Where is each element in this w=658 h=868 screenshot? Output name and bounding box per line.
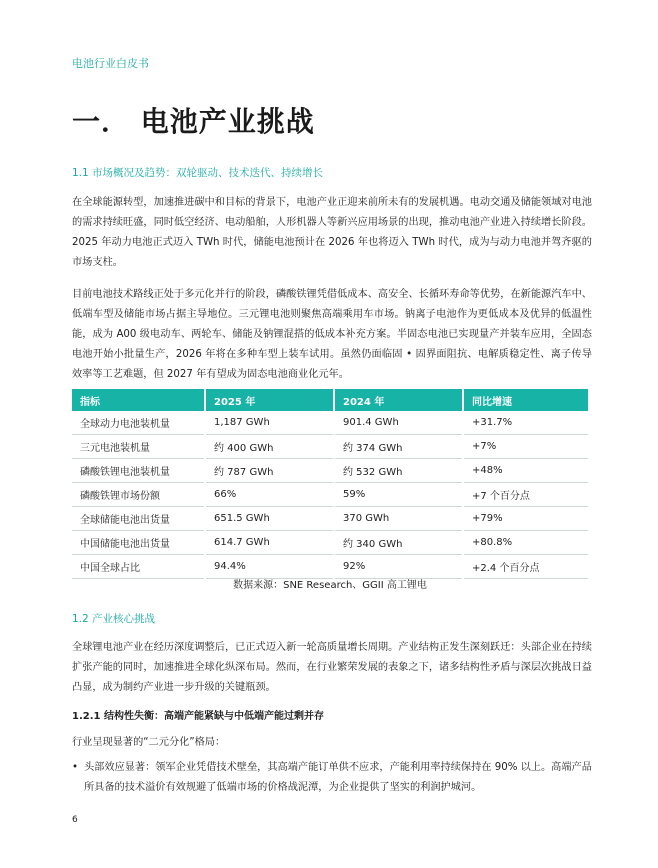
table-cell: 磷酸铁锂市场份额 xyxy=(72,483,205,507)
table-cell: 约 340 GWh xyxy=(334,531,463,555)
table-header-row xyxy=(72,389,588,411)
chapter-title: 一． 电池产业挑战 xyxy=(72,105,315,138)
table-cell: +79% xyxy=(463,507,588,531)
section-heading-1-2: 1.2 产业核心挑战 xyxy=(72,613,156,625)
section-heading-1-1: 1.1 市场概况及趋势：双轮驱动、技术迭代、持续增长 xyxy=(72,167,324,179)
header-cell: 2024 年 xyxy=(334,389,463,411)
table-row xyxy=(72,411,588,435)
header-cell: 指标 xyxy=(72,389,205,411)
paragraph-polarization-intro: 行业呈现显著的“二元分化”格局： xyxy=(72,737,226,748)
table-cell: 614.7 GWh xyxy=(205,531,334,555)
table-source-caption: 数据来源：SNE Research、GGII 高工锂电 xyxy=(233,580,427,591)
table-cell: +80.8% xyxy=(463,531,588,555)
bullet-icon: • xyxy=(72,762,79,773)
table-cell: +31.7% xyxy=(463,411,588,435)
table-row xyxy=(72,555,588,579)
table-cell: 59% xyxy=(334,483,463,507)
table-row xyxy=(72,459,588,483)
table-row xyxy=(72,507,588,531)
table-cell: 约 532 GWh xyxy=(334,459,463,483)
table-cell: 全球储能电池出货量 xyxy=(72,507,205,531)
table-cell: +7% xyxy=(463,435,588,459)
table-cell: 中国全球占比 xyxy=(72,555,205,579)
battery-data-table xyxy=(72,389,588,579)
table-cell: 92% xyxy=(334,555,463,579)
table-cell: 约 787 GWh xyxy=(205,459,334,483)
paragraph-market-overview: 在全球能源转型，加速推进碳中和目标的背景下，电池产业正迎来前所未有的发展机遇。电动交通及储能领域对电池的需求持续旺盛，同时低空经济、电动船舶，人形机器人等新兴应用场景的出现，推动电池产业进入持续增长阶段。2025 年动力电池正式迈入 TWh 时代，储能电池预计在 2026 年也将迈入 TWh 时代，成为与动力电池并驾齐驱的市场支柱。 xyxy=(72,197,592,268)
header-cell: 同比增速 xyxy=(463,389,588,411)
table-cell: 370 GWh xyxy=(334,507,463,531)
table-cell: 全球动力电池装机量 xyxy=(72,411,205,435)
document-header: 电池行业白皮书 xyxy=(72,57,149,70)
subsection-heading-1-2-1: 1.2.1 结构性失衡：高端产能紧缺与中低端产能过剩并存 xyxy=(72,711,324,722)
page-number: 6 xyxy=(72,815,78,825)
paragraph-core-challenges: 全球锂电池产业在经历深度调整后，已正式迈入新一轮高质量增长周期。产业结构正发生深刻跃迁：头部企业在持续扩张产能的同时，加速推进全球化纵深布局。然而，在行业繁荣发展的表象之下，诸多结构性矛盾与深层次挑战日益凸显，成为制约产业进一步升级的关键瓶颈。 xyxy=(72,642,592,693)
table-cell: 中国储能电池出货量 xyxy=(72,531,205,555)
table-cell: 磷酸铁锂电池装机量 xyxy=(72,459,205,483)
table-cell: +7 个百分点 xyxy=(463,483,588,507)
header-cell: 2025 年 xyxy=(205,389,334,411)
table-cell: 94.4% xyxy=(205,555,334,579)
table-row xyxy=(72,435,588,459)
table-cell: 约 400 GWh xyxy=(205,435,334,459)
table-cell: 约 374 GWh xyxy=(334,435,463,459)
list-item-text: 头部效应显著：领军企业凭借技术壁垒，其高端产能订单供不应求，产能利用率持续保持在 90% 以上。高端产品所具备的技术溢价有效规避了低端市场的价格战泥潭，为企业提供了坚实的利润护城河。 xyxy=(84,762,592,793)
table-cell: 901.4 GWh xyxy=(334,411,463,435)
table-row xyxy=(72,483,588,507)
table-cell: 1,187 GWh xyxy=(205,411,334,435)
table-cell: +48% xyxy=(463,459,588,483)
table-cell: 651.5 GWh xyxy=(205,507,334,531)
table-row xyxy=(72,531,588,555)
table-cell: +2.4 个百分点 xyxy=(463,555,588,579)
paragraph-tech-routes: 目前电池技术路线正处于多元化并行的阶段，磷酸铁锂凭借低成本、高安全、长循环寿命等优势，在新能源汽车中、低端车型及储能市场占据主导地位。三元锂电池则聚焦高端乘用车市场。钠离子电池作为更低成本及优异的低温性能，成为 A00 级电动车、两轮车、储能及钠锂混搭的低成本补充方案。半固态电池已实现量产并装车应用，全固态电池开始小批量生产，2026 年将在多种车型上装车试用。虽然仍面临固 • 固界面阻抗、电解质稳定性、离子传导效率等工艺难题，但 2027 年有望成为固态电池商业化元年。 xyxy=(72,289,592,380)
table-cell: 三元电池装机量 xyxy=(72,435,205,459)
table-cell: 66% xyxy=(205,483,334,507)
list-item xyxy=(72,758,592,798)
